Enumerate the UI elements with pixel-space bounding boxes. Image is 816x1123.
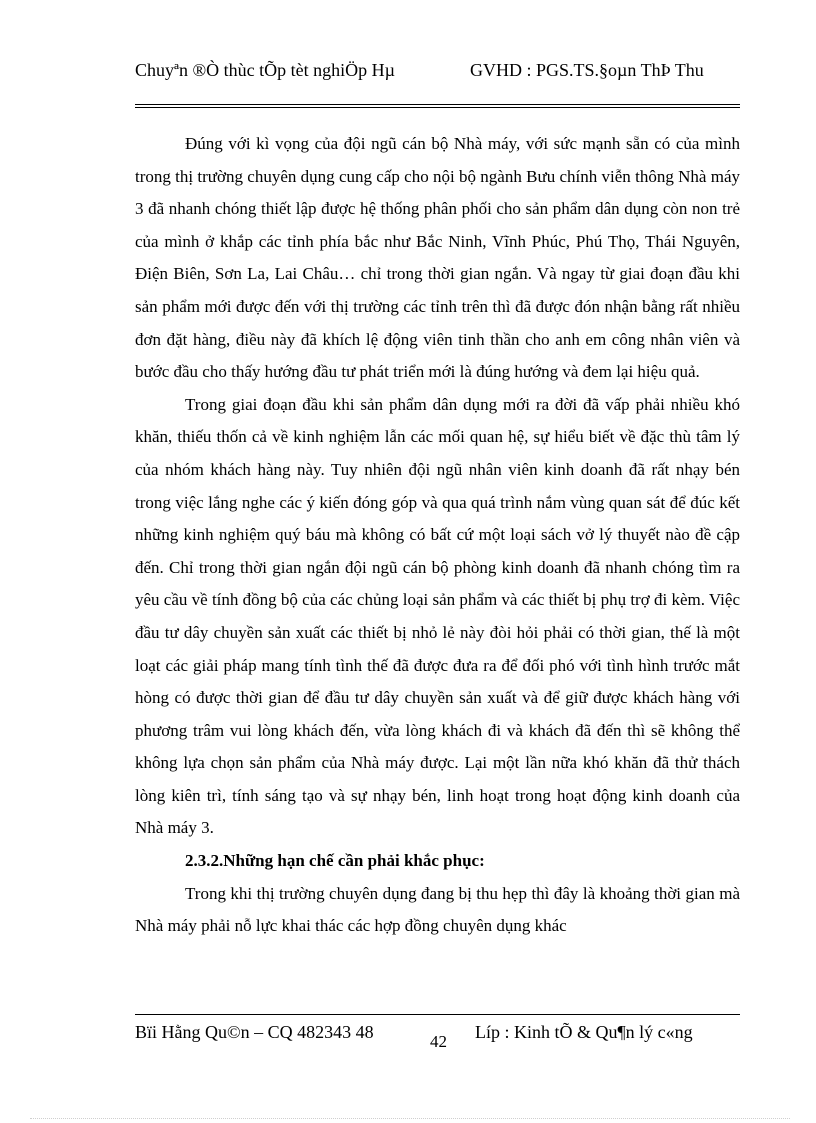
document-body [135, 128, 740, 943]
paragraph-2: Trong giai đoạn đầu khi sản phẩm dân dụng mới ra đời đã vấp phải nhiều khó khăn, thiếu thốn cả về kinh nghiệm lẫn các mối quan hệ, sự hiểu biết về đặc thù tâm lý của nhóm khách hàng này. Tuy nhiên đội ngũ nhân viên kinh doanh đã rất nhạy bén trong việc lắng nghe các ý kiến đóng góp và qua quá trình nắm vùng quan sát để đúc kết những kinh nghiệm quý báu mà không có bất cứ một loại sách vở lý thuyết nào đề cập đến. Chỉ trong thời gian ngắn đội ngũ cán bộ phòng kinh doanh đã nhanh chóng tìm ra yêu cầu về tính đồng bộ của các chủng loại sản phẩm và các thiết bị phụ trợ đi kèm. Việc đầu tư dây chuyền sản xuất các thiết bị nhỏ lẻ này đòi hỏi phải có thời gian, thế là một loạt các giải pháp mang tính tình thế đã được đưa ra để đối phó với tình hình trước mắt hòng có được thời gian để đầu tư dây chuyền sản xuất và để giữ được khách hàng với phương trâm vui lòng khách đến, vừa lòng khách đi và khách đã đến thì sẽ không thể không lựa chọn sản phẩm của Nhà máy được. Lại một lần nữa khó khăn đã thử thách lòng kiên trì, tính sáng tạo và sự nhạy bén, linh hoạt trong hoạt động kinh doanh của Nhà máy 3. [135, 394, 740, 838]
header-rule-thin [135, 104, 740, 105]
paragraph-3: Trong khi thị trường chuyên dụng đang bị thu hẹp thì đây là khoảng thời gian mà Nhà máy phải nỗ lực khai thác các hợp đồng chuyên dụng khác [135, 883, 740, 936]
paragraph-1: Đúng với kì vọng của đội ngũ cán bộ Nhà máy, với sức mạnh sẵn có của mình trong thị trường chuyên dụng cung cấp cho nội bộ ngành Bưu chính viễn thông Nhà máy 3 đã nhanh chóng thiết lập được hệ thống phân phối cho sản phẩm dân dụng còn non trẻ của mình ở khắp các tỉnh phía bắc như Bắc Ninh, Vĩnh Phúc, Phú Thọ, Thái Nguyên, Điện Biên, Sơn La, Lai Châu… chỉ trong thời gian ngắn. Và ngay từ giai đoạn đầu khi sản phẩm mới được đến với thị trường các tỉnh trên thì đã được đón nhận bằng rất nhiều đơn đặt hàng, điều này đã khích lệ động viên tinh thần cho anh em công nhân viên và bước đầu cho thấy hướng đầu tư phát triển mới là đúng hướng và đem lại hiệu quả. [135, 134, 740, 382]
header-rule-thick [135, 107, 740, 108]
footer-rule [135, 1014, 740, 1015]
header-title-left: Chuyªn ®Ò thùc tÕp tèt nghiÖp Hµ [135, 60, 395, 80]
header-supervisor: GVHD : PGS.TS.§oµn ThÞ Thu [470, 60, 704, 80]
footer-class: Líp : Kinh tÕ & Qu¶n lý c«ng [475, 1022, 693, 1042]
page-bottom-border [30, 1118, 790, 1119]
page-header [135, 58, 740, 106]
footer-author: Bïi Hằng Qu©n – CQ 482343 48 [135, 1022, 374, 1042]
page-number: 42 [430, 1032, 447, 1051]
section-heading: 2.3.2.Những hạn chế cần phải khắc phục: [185, 851, 485, 871]
